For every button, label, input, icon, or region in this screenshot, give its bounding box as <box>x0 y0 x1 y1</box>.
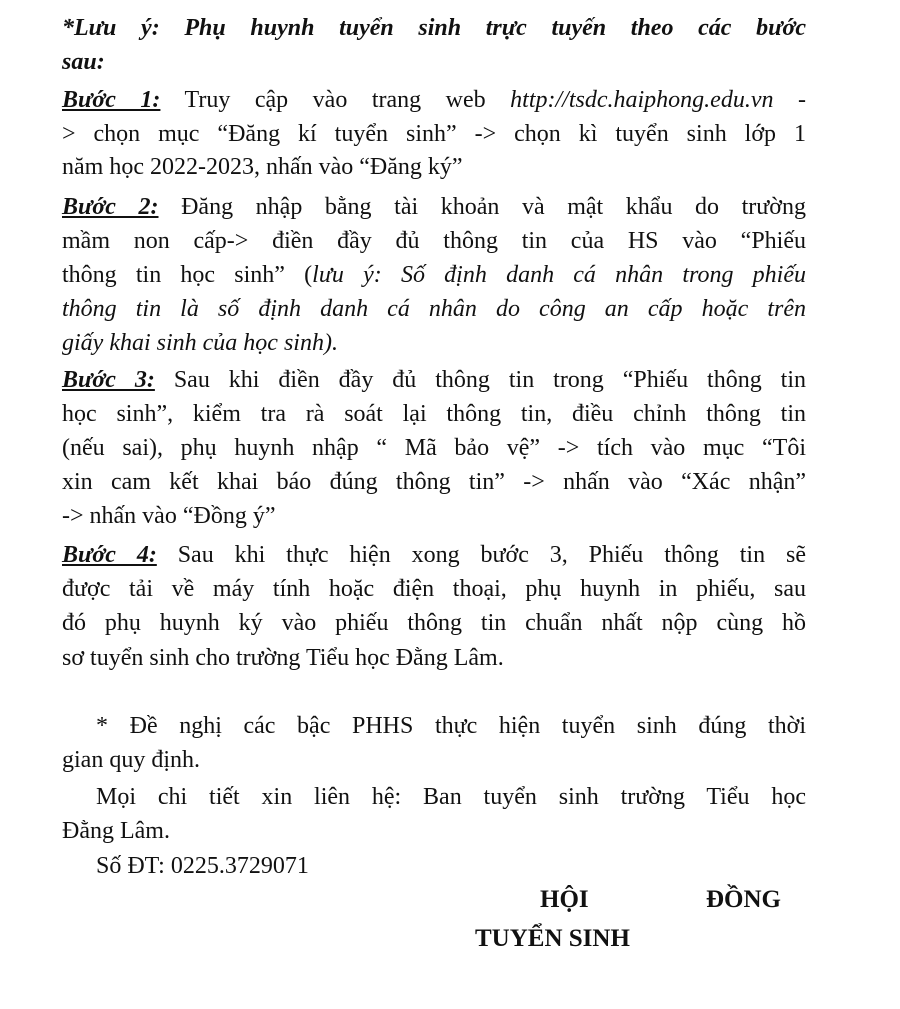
step-4-line-3: đó phụ huynh ký vào phiếu thông tin chuẩn nhất nộp cùng hồ <box>62 610 806 636</box>
contact-line-2: Đằng Lâm. <box>62 818 170 844</box>
step-2-note-italic: lưu ý: Số định danh cá nhân trong phiếu <box>312 262 806 288</box>
step-3-line-5: -> nhấn vào “Đồng ý” <box>62 503 276 529</box>
step-2-line-4: thông tin là số định danh cá nhân do công an cấp hoặc trên <box>62 296 806 322</box>
step-1-url: http://tsdc.haiphong.edu.vn <box>510 87 774 113</box>
contact-line-1: Mọi chi tiết xin liên hệ: Ban tuyển sinh trường Tiểu học <box>96 784 806 810</box>
step-1-line-2: > chọn mục “Đăng kí tuyển sinh” -> chọn kì tuyển sinh lớp 1 <box>62 121 806 147</box>
step-3-line-2: học sinh”, kiểm tra rà soát lại thông tin, điều chỉnh thông tin <box>62 401 806 427</box>
step-4-label: Bước 4: <box>62 542 157 568</box>
step-1-label: Bước 1: <box>62 87 161 113</box>
step-1-line-3: năm học 2022-2023, nhấn vào “Đăng ký” <box>62 154 463 180</box>
step-4-line-1 <box>62 539 806 573</box>
request-line-1: * Đề nghị các bậc PHHS thực hiện tuyển sinh đúng thời <box>96 713 806 739</box>
step-3-line-3: (nếu sai), phụ huynh nhập “ Mã bảo vệ” -> tích vào mục “Tôi <box>62 435 806 461</box>
step-1-tail: - <box>773 87 806 113</box>
step-3-line-1 <box>62 364 806 398</box>
step-3-text: Sau khi điền đầy đủ thông tin trong “Phiếu thông tin <box>154 367 806 393</box>
request-line-2: gian quy định. <box>62 747 200 773</box>
step-4-line-4: sơ tuyển sinh cho trường Tiểu học Đằng Lâm. <box>62 645 504 671</box>
step-2-line-5: giấy khai sinh của học sinh). <box>62 330 338 356</box>
step-2-line-1 <box>62 191 806 225</box>
step-2-text: Đăng nhập bằng tài khoản và mật khẩu do trường <box>158 194 806 220</box>
signature-line-2: TUYỂN SINH <box>475 925 630 952</box>
note-heading: *Lưu ý: Phụ huynh tuyển sinh trực tuyến theo các bước <box>62 15 806 41</box>
note-heading-continued: sau: <box>62 49 105 75</box>
step-3-label: Bước 3: <box>62 367 155 393</box>
step-4-line-2: được tải về máy tính hoặc điện thoại, phụ huynh in phiếu, sau <box>62 576 806 602</box>
step-2-text-b: thông tin học sinh” ( <box>62 262 313 288</box>
signature-word-1: HỘI <box>540 886 589 913</box>
step-1-line-1 <box>62 84 806 118</box>
contact-phone: Số ĐT: 0225.3729071 <box>96 853 309 879</box>
signature-word-2: ĐỒNG <box>706 886 781 913</box>
step-2-label: Bước 2: <box>62 194 159 220</box>
step-4-text: Sau khi thực hiện xong bước 3, Phiếu thông tin sẽ <box>156 542 806 568</box>
step-1-text: Truy cập vào trang web <box>160 87 511 113</box>
step-3-line-4: xin cam kết khai báo đúng thông tin” -> nhấn vào “Xác nhận” <box>62 469 806 495</box>
step-2-line-3 <box>62 259 806 293</box>
step-2-line-2: mầm non cấp-> điền đầy đủ thông tin của HS vào “Phiếu <box>62 228 806 254</box>
